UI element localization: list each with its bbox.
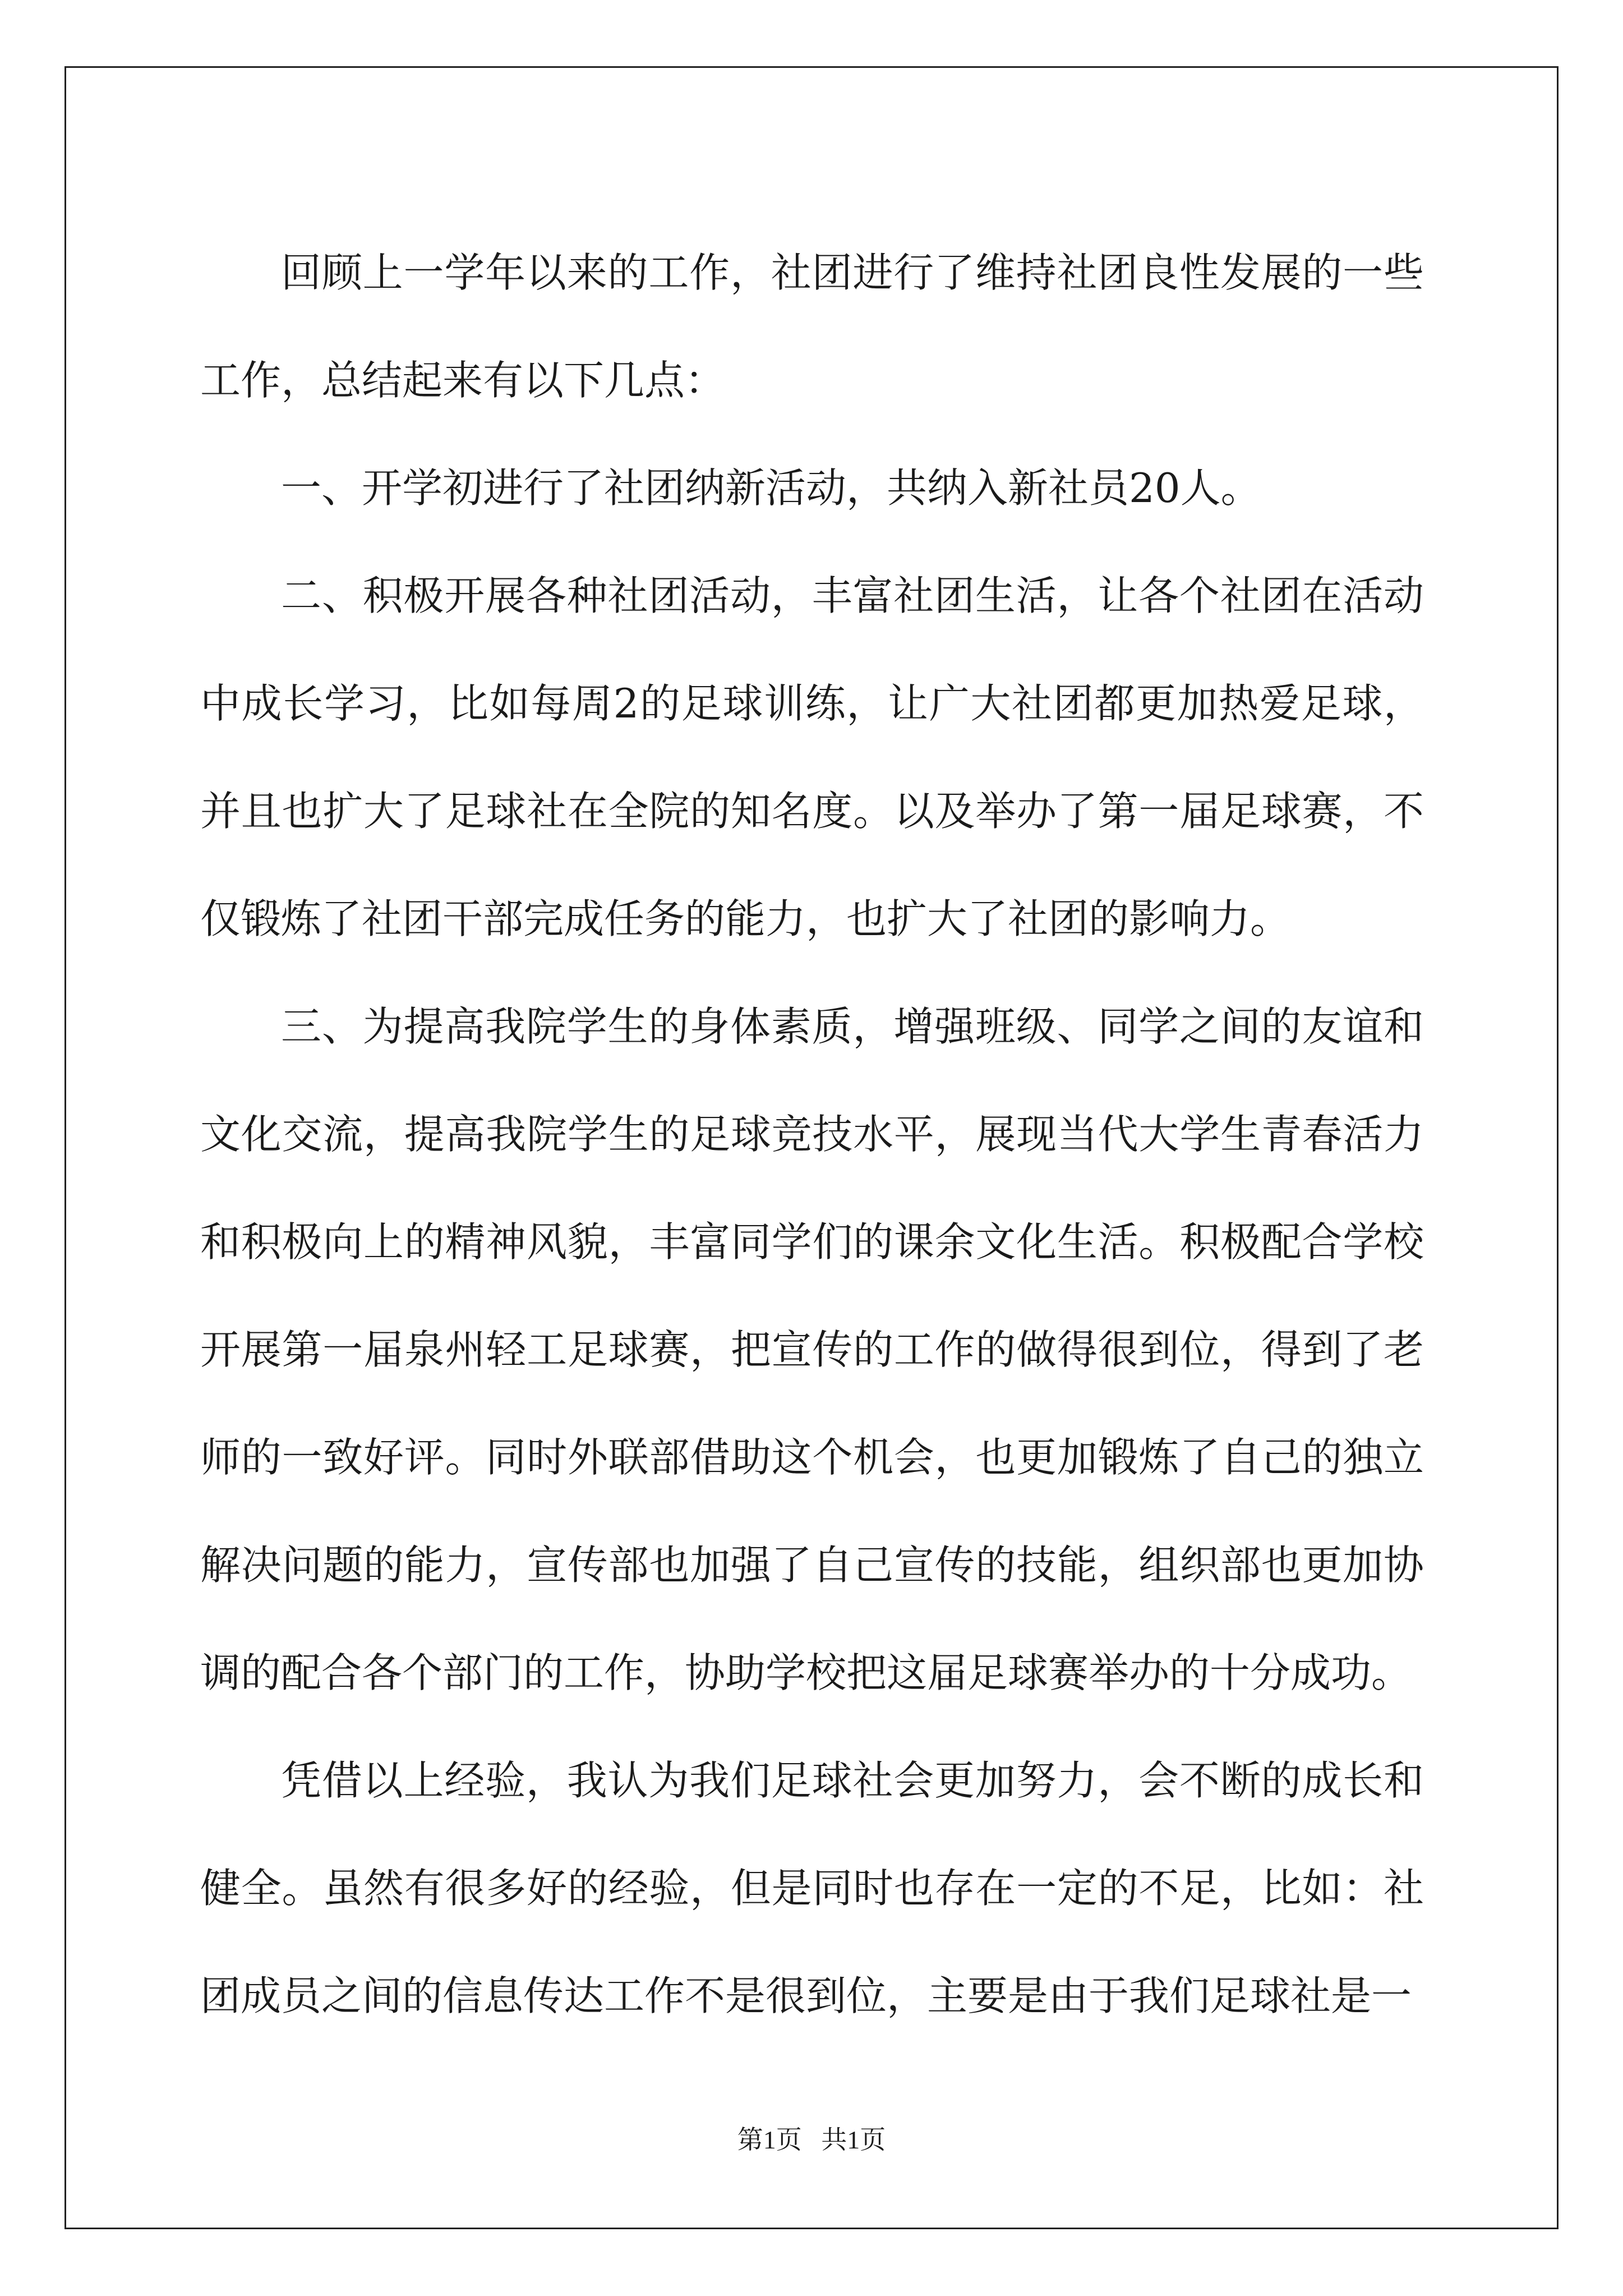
paragraph: 一、开学初进行了社团纳新活动，共纳入新社员20人。 xyxy=(281,464,1261,512)
paragraph: 二、积极开展各种社团活动，丰富社团生活，让各个社团在活动中成长学习，比如每周2的足球训练，让广大社团都更加热爱足球，并且也扩大了足球社在全院的知名度。以及举办了第一届足球赛，不仅锻炼了社团干部完成任务的能力，也扩大了社团的影响力。 xyxy=(200,572,1424,942)
paragraph: 三、为提高我院学生的身体素质，增强班级、同学之间的友谊和文化交流，提高我院学生的足球竞技水平，展现当代大学生青春活力和积极向上的精神风貌，丰富同学们的课余文化生活。积极配合学校开展第一届泉州轻工足球赛，把宣传的工作的做得很到位，得到了老师的一致好评。同时外联部借助这个机会，也更加锻炼了自己的独立解决问题的能力，宣传部也加强了自己宣传的技能，组织部也更加协调的配合各个部门的工作，协助学校把这届足球赛举办的十分成功。 xyxy=(200,1003,1424,1696)
paragraph: 凭借以上经验，我认为我们足球社会更加努力，会不断的成长和健全。虽然有很多好的经验，但是同时也存在一定的不足，比如：社团成员之间的信息传达工作不是很到位，主要是由于我们足球社是一 xyxy=(200,1757,1424,2019)
paragraph: 回顾上一学年以来的工作，社团进行了维持社团良性发展的一些工作，总结起来有以下几点： xyxy=(200,249,1424,404)
document-body xyxy=(200,219,1424,2050)
page-footer: 第1页 共1页 xyxy=(737,2125,886,2154)
